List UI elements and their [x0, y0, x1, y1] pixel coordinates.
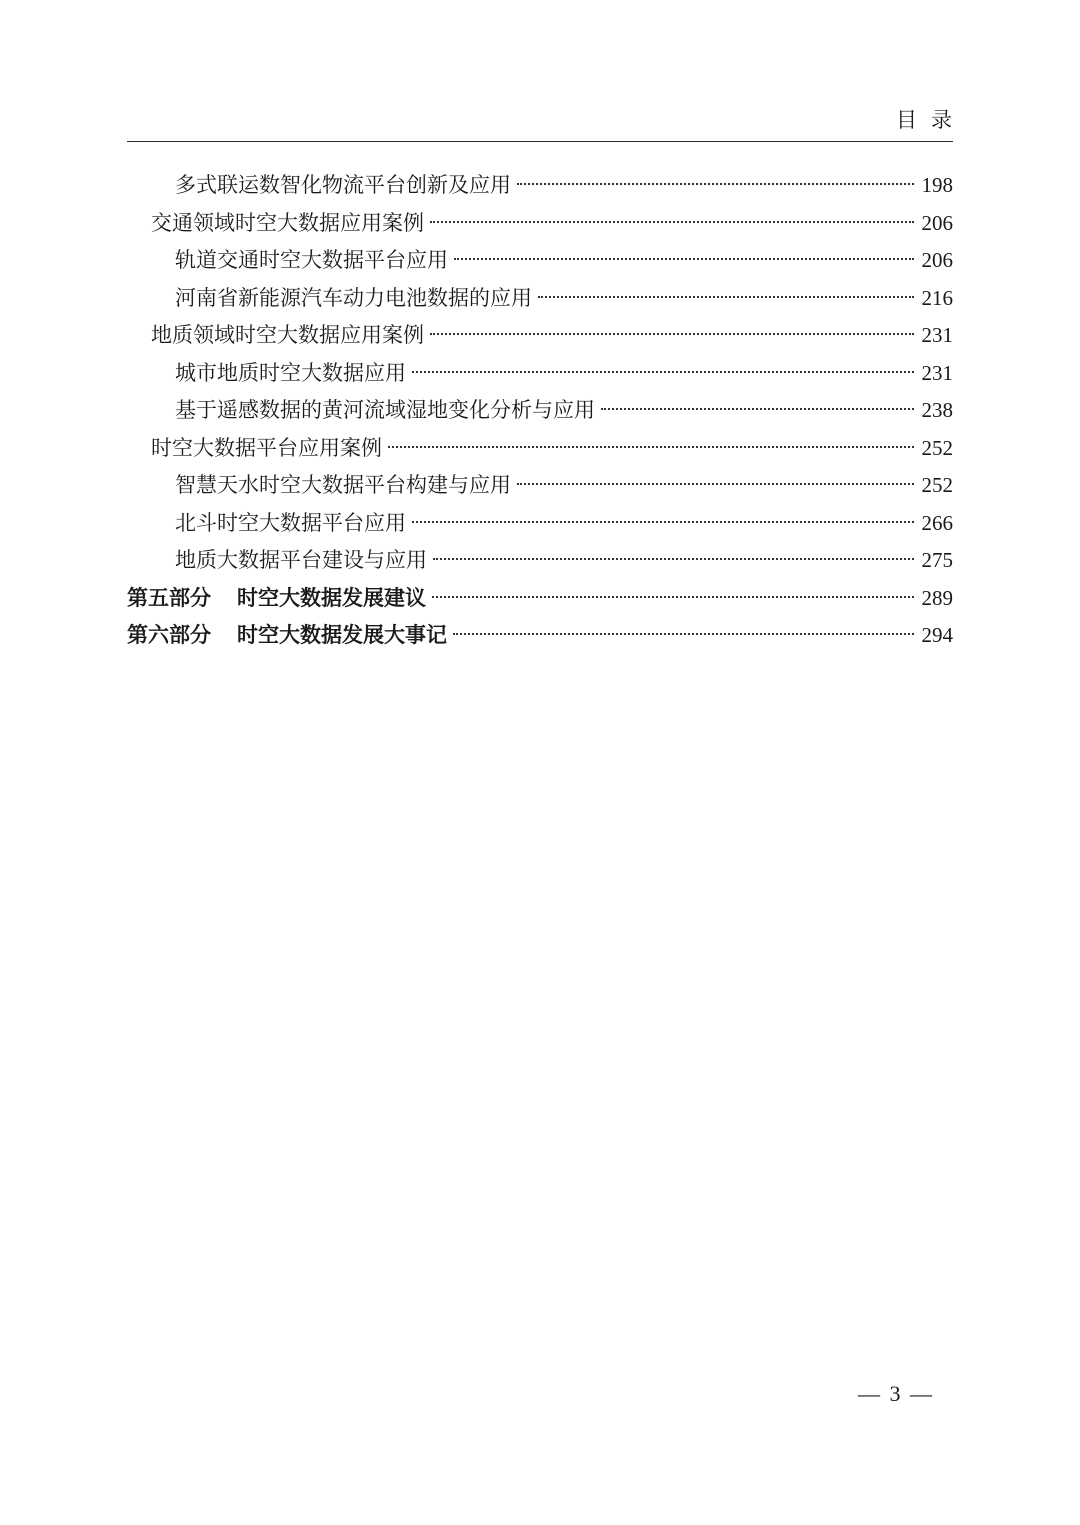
toc-section-entry — [127, 430, 953, 468]
running-head: 目录 — [896, 108, 966, 132]
toc-part-entry — [127, 580, 953, 618]
toc-entry-title — [127, 617, 447, 655]
dot-leader — [433, 558, 914, 560]
toc-page-number: 231 — [921, 360, 953, 385]
toc-subsection-entry — [127, 242, 953, 280]
toc-part-label: 第五部分 — [127, 585, 211, 610]
toc-entry-text: 智慧天水时空大数据平台构建与应用 — [175, 473, 511, 497]
toc-entry-text: 地质大数据平台建设与应用 — [175, 548, 427, 572]
toc-subsection-entry — [127, 355, 953, 393]
toc-subsection-entry — [127, 280, 953, 318]
toc-entry-title — [151, 317, 424, 355]
toc-entry-text: 河南省新能源汽车动力电池数据的应用 — [175, 285, 532, 310]
toc-entry-text: 轨道交通时空大数据平台应用 — [175, 248, 448, 272]
toc-page-number: 275 — [921, 548, 953, 572]
toc-entry-title — [175, 467, 511, 505]
toc-page-number: 252 — [921, 473, 953, 497]
toc-page-number: 231 — [921, 323, 953, 347]
dot-leader — [454, 258, 914, 260]
toc-page-number: 216 — [921, 285, 953, 310]
toc-entry-title — [127, 580, 426, 618]
toc-entry-title — [175, 167, 511, 205]
toc-page-number: 266 — [921, 510, 953, 535]
toc-subsection-entry — [127, 167, 953, 205]
toc-entry-title — [175, 542, 427, 580]
toc-entry-text: 交通领域时空大数据应用案例 — [151, 210, 424, 235]
toc-page-number: 206 — [921, 210, 953, 235]
dot-leader — [601, 408, 914, 410]
toc-entry-text: 地质领域时空大数据应用案例 — [151, 323, 424, 347]
toc-entry-title — [175, 355, 406, 393]
toc-entry-text: 时空大数据平台应用案例 — [151, 435, 382, 460]
toc-entry-title — [151, 430, 382, 468]
dot-leader — [430, 221, 914, 223]
toc-subsection-entry — [127, 542, 953, 580]
toc-entry-title — [175, 280, 532, 318]
dot-leader — [412, 521, 914, 523]
dot-leader — [517, 183, 914, 185]
toc-part-label: 第六部分 — [127, 623, 211, 647]
toc-entry-title — [175, 392, 595, 430]
dot-leader — [517, 483, 914, 485]
toc-page-number: 206 — [921, 248, 953, 272]
dot-leader — [430, 333, 914, 335]
page-number: — 3 — — [858, 1381, 934, 1406]
toc-page-number: 289 — [921, 585, 953, 610]
dot-leader — [388, 446, 914, 448]
toc-subsection-entry — [127, 505, 953, 543]
dot-leader — [412, 371, 914, 373]
header-rule — [127, 141, 953, 142]
toc-page-number: 252 — [921, 435, 953, 460]
toc-entry-title — [175, 505, 406, 543]
toc-entry-text: 多式联运数智化物流平台创新及应用 — [175, 173, 511, 197]
toc-entry-title — [175, 242, 448, 280]
table-of-contents — [127, 167, 953, 655]
dot-leader — [453, 633, 914, 635]
toc-page-number: 294 — [921, 623, 953, 647]
toc-entry-text: 城市地质时空大数据应用 — [175, 360, 406, 385]
toc-subsection-entry — [127, 392, 953, 430]
toc-page-number: 238 — [921, 398, 953, 422]
toc-section-entry — [127, 205, 953, 243]
toc-entry-text: 北斗时空大数据平台应用 — [175, 510, 406, 535]
toc-entry-text: 时空大数据发展建议 — [237, 585, 426, 610]
toc-entry-title — [151, 205, 424, 243]
dot-leader — [432, 596, 914, 598]
toc-subsection-entry — [127, 467, 953, 505]
toc-part-entry — [127, 617, 953, 655]
toc-section-entry — [127, 317, 953, 355]
toc-entry-text: 基于遥感数据的黄河流域湿地变化分析与应用 — [175, 398, 595, 422]
toc-page-number: 198 — [921, 173, 953, 197]
toc-entry-text: 时空大数据发展大事记 — [237, 623, 447, 647]
dot-leader — [538, 296, 914, 298]
